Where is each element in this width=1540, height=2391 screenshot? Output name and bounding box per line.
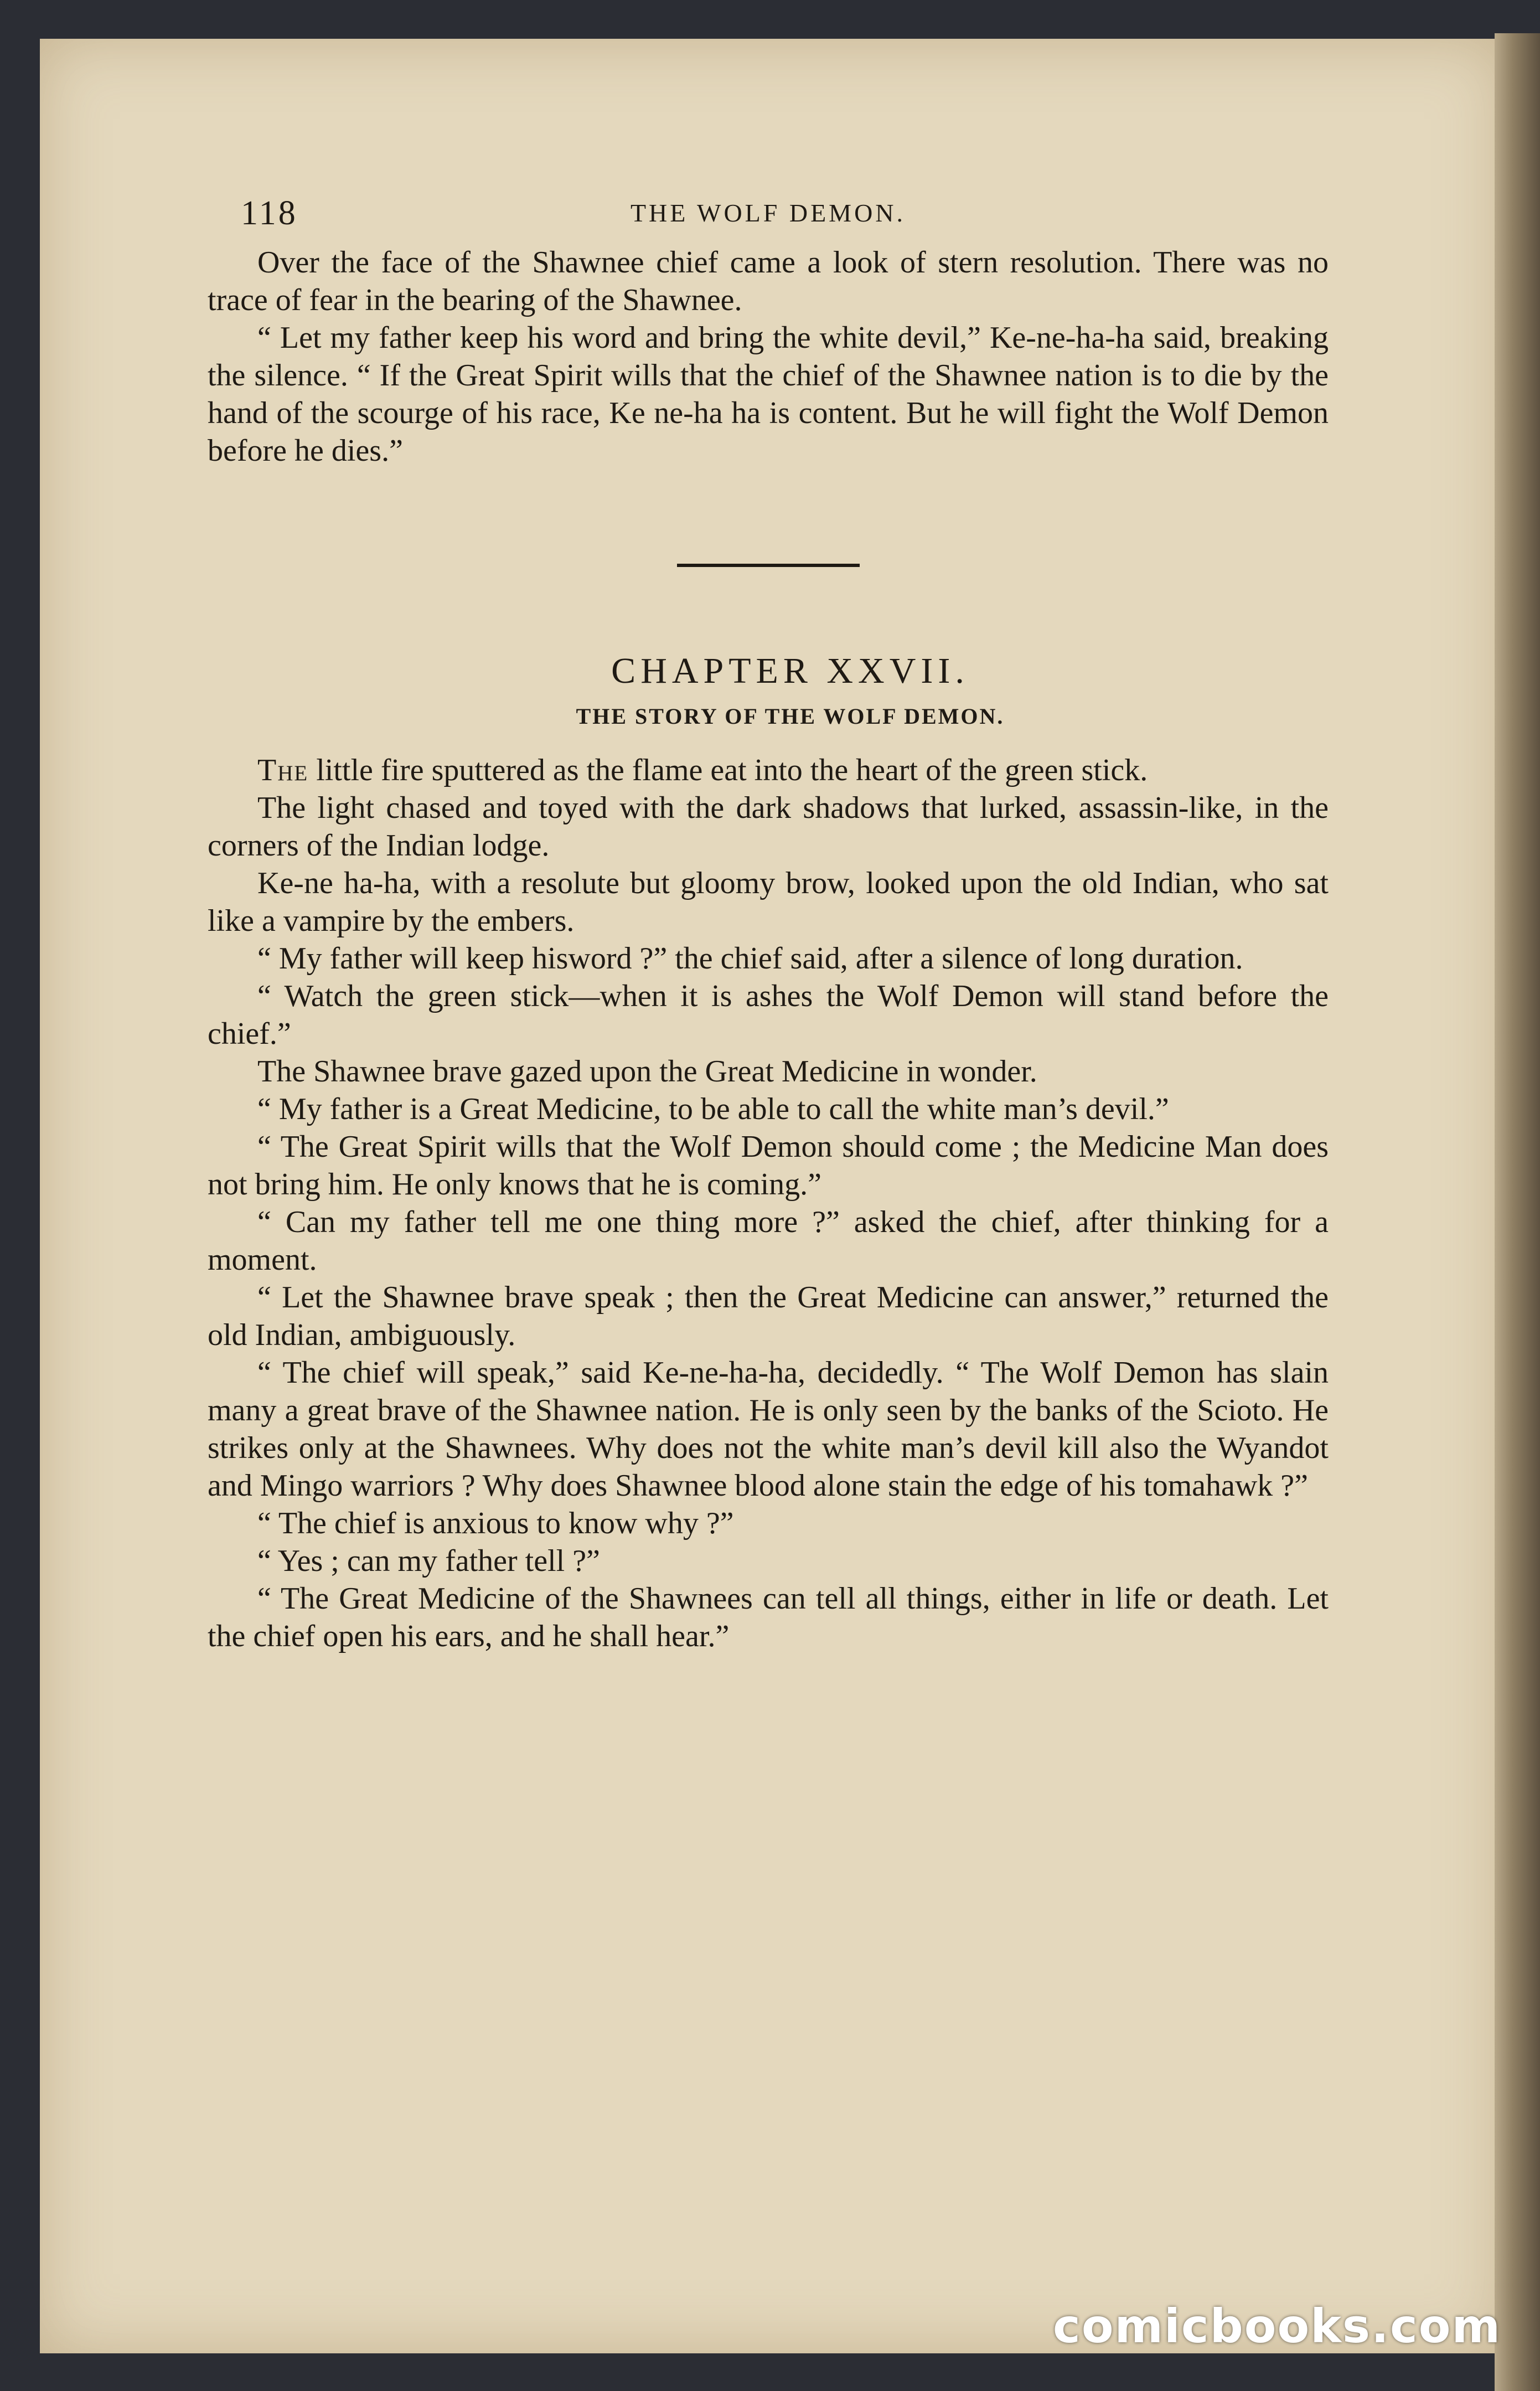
paragraph: “ My father is a Great Medicine, to be able to call the white man’s devil.” <box>257 1092 1169 1126</box>
paragraph: The Shawnee brave gazed upon the Great Medicine in wonder. <box>257 1054 1037 1089</box>
paragraph: “ The chief will speak,” said Ke-ne-ha-ha, decidedly. “ The Wolf Demon has slain many a great brave of the Shawnee nation. He is only seen by the banks of the Scioto. He strikes only at the Shawnees. Why does not the white man’s devil kill also the Wyandot and Mingo warriors ? Why does Shawnee blood alone stain the edge of his tomahawk ?” <box>208 1356 1329 1503</box>
paragraph: “ Yes ; can my father tell ?” <box>257 1544 600 1578</box>
paragraph: “ Can my father tell me one thing more ?” asked the chief, after thinking for a moment. <box>208 1205 1329 1277</box>
chapter-title: CHAPTER XXVII. <box>611 651 969 691</box>
section-divider <box>677 564 860 567</box>
paragraph: The light chased and toyed with the dark shadows that lurked, assassin-like, in the corners of the Indian lodge. <box>208 791 1329 863</box>
paragraph: “ Let my father keep his word and bring the white devil,” Ke-ne-ha-ha said, breaking the silence. “ If the Great Spirit wills that the chief of the Shawnee nation is to die by the hand of the scourge of his race, Ke ne-ha ha is content. But he will fight the Wolf Demon before he dies.” <box>208 321 1329 468</box>
paragraph: “ Watch the green stick—when it is ashes the Wolf Demon will stand before the chief.” <box>208 979 1329 1051</box>
paragraph: “ The Great Medicine of the Shawnees can tell all things, either in life or death. Let the chief open his ears, and he shall hear.” <box>208 1581 1329 1653</box>
paragraph: “ Let the Shawnee brave speak ; then the Great Medicine can answer,” returned the old Indian, ambiguously. <box>208 1280 1329 1352</box>
site-watermark: comicbooks.com <box>1053 2299 1501 2353</box>
chapter-opening-paragraph <box>208 751 1329 789</box>
opening-word: The <box>257 753 309 787</box>
paragraph: “ The Great Spirit wills that the Wolf Demon should come ; the Medicine Man does not bring him. He only knows that he is coming.” <box>208 1130 1329 1202</box>
paragraph: “ The chief is anxious to know why ?” <box>257 1506 734 1540</box>
page-number: 118 <box>241 194 298 232</box>
running-head <box>208 194 1329 244</box>
text-block <box>208 194 1329 1655</box>
paragraph: Ke-ne ha-ha, with a resolute but gloomy brow, looked upon the old Indian, who sat like a vampire by the embers. <box>208 866 1329 938</box>
running-title: THE WOLF DEMON. <box>630 199 906 227</box>
paragraph: Over the face of the Shawnee chief came a look of stern resolution. There was no trace of fear in the bearing of the Shawnee. <box>208 245 1329 317</box>
page-edge <box>1495 33 1540 2391</box>
opening-text: little fire sputtered as the flame eat into the heart of the green stick. <box>308 753 1148 787</box>
chapter-subtitle: THE STORY OF THE WOLF DEMON. <box>576 704 1005 729</box>
paragraph: “ My father will keep hisword ?” the chief said, after a silence of long duration. <box>257 941 1243 976</box>
